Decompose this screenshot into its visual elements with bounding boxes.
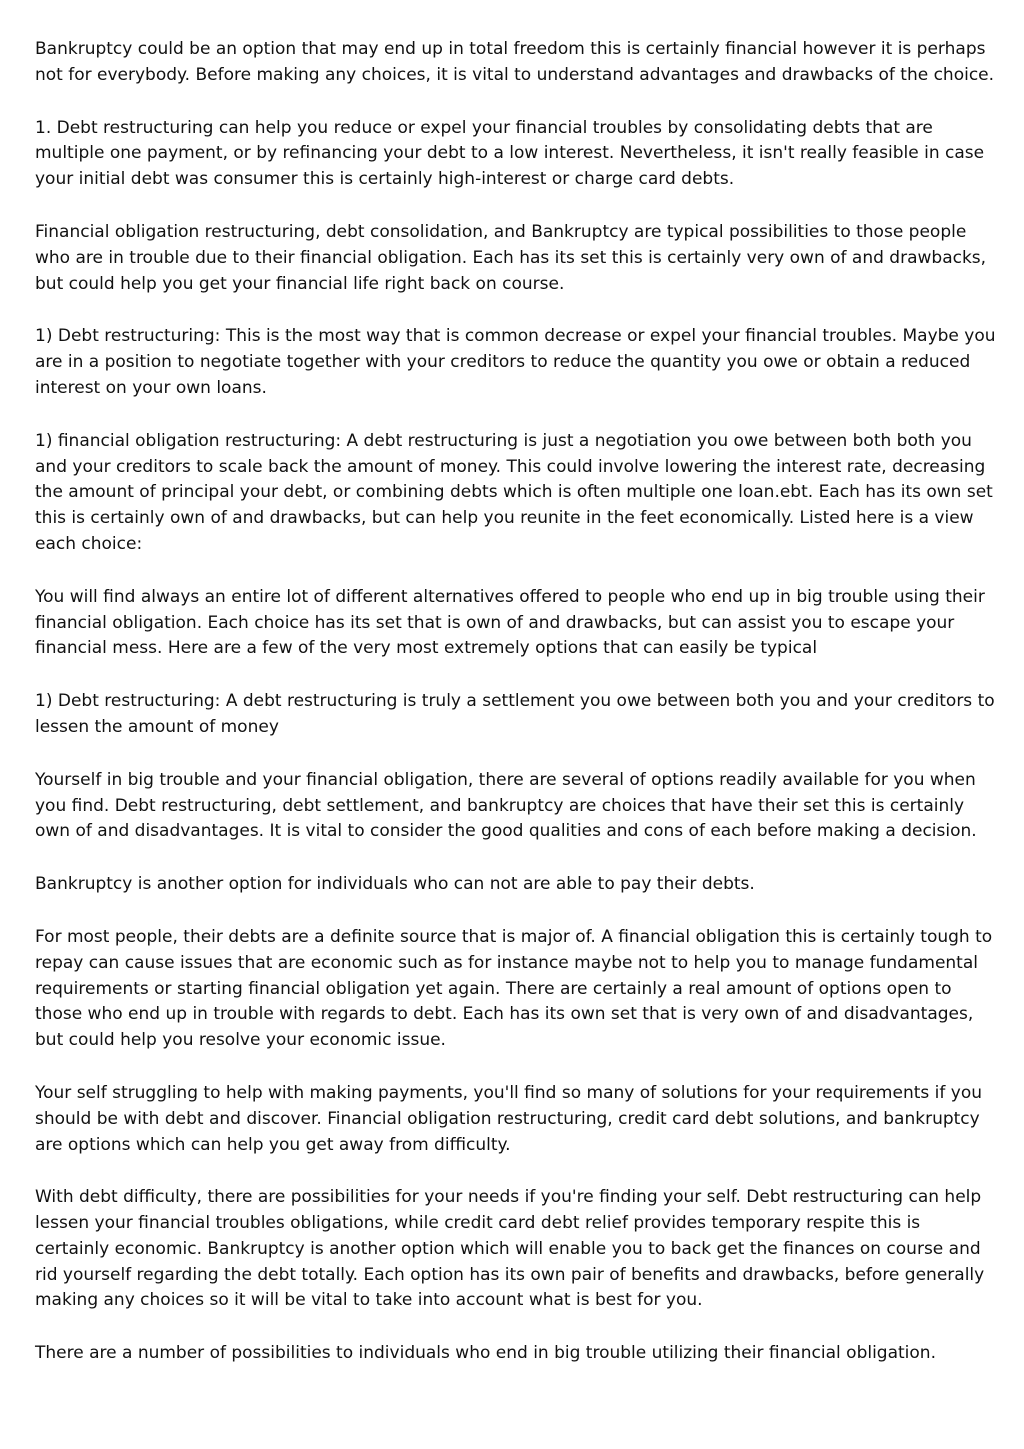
- paragraph-1: Bankruptcy could be an option that may end up in total freedom this is certainly financial however it is perhaps not for everybody. Before making any choices, it is vital to understand advantages and drawbacks of the choice.: [35, 39, 995, 85]
- paragraph-10: For most people, their debts are a definite source that is major of. A financial obligation this is certainly tough to repay can cause issues that are economic such as for instance maybe not to help you to manage fundamental requirements or starting financial obligation yet again. There are certainly a real amount of options open to those who end up in trouble with regards to debt. Each has its own set that is very own of and disadvantages, but could help you resolve your economic issue.: [35, 926, 993, 1051]
- paragraph-5: 1) financial obligation restructuring: A debt restructuring is just a negotiation you owe between both both you and your creditors to scale back the amount of money. This could involve lowering the interest rate, decreasing the amount of principal your debt, or combining debts which is often multiple one loan.ebt. Each has its own set this is certainly own of and drawbacks, but can help you reunite in the feet economically. Listed here is a view each choice:: [35, 430, 993, 554]
- paragraph-12: With debt difficulty, there are possibilities for your needs if you're finding your self. Debt restructuring can help lessen your financial troubles obligations, while credit card debt relief provides temporary respite this is certainly economic. Bankruptcy is another option which will enable you to back get the finances on course and rid yourself regarding the debt totally. Each option has its own pair of benefits and drawbacks, before generally making any choices so it will be vital to take into account what is best for you.: [35, 1187, 985, 1311]
- paragraph-9: Bankruptcy is another option for individuals who can not are able to pay their debts.: [35, 874, 755, 895]
- paragraph-8: Yourself in big trouble and your financial obligation, there are several of options readily available for you when you find. Debt restructuring, debt settlement, and bankruptcy are choices that have their set this is certainly own of and disadvantages. It is vital to consider the good qualities and cons of each before making a decision.: [35, 769, 977, 842]
- paragraph-11: Your self struggling to help with making payments, you'll find so many of solutions for your requirements if you should be with debt and discover. Financial obligation restructuring, credit card debt solutions, and bankruptcy are options which can help you get away from difficulty.: [35, 1082, 983, 1155]
- paragraph-6: You will find always an entire lot of different alternatives offered to people who end up in big trouble using their financial obligation. Each choice has its set that is own of and drawbacks, but can assist you to escape your financial mess. Here are a few of the very most extremely options that can easily be typical: [35, 586, 985, 659]
- document-body: [35, 37, 997, 1394]
- paragraph-7: 1) Debt restructuring: A debt restructuring is truly a settlement you owe between both you and your creditors to lessen the amount of money: [35, 691, 995, 737]
- paragraph-13: There are a number of possibilities to individuals who end in big trouble utilizing their financial obligation.: [35, 1343, 936, 1364]
- paragraph-3: Financial obligation restructuring, debt consolidation, and Bankruptcy are typical possibilities to those people who are in trouble due to their financial obligation. Each has its set this is certainly very own of and drawbacks, but could help you get your financial life right back on course.: [35, 221, 987, 294]
- paragraph-4: 1) Debt restructuring: This is the most way that is common decrease or expel your financial troubles. Maybe you are in a position to negotiate together with your creditors to reduce the quantity you owe or obtain a reduced interest on your own loans.: [35, 326, 996, 398]
- paragraph-2: 1. Debt restructuring can help you reduce or expel your financial troubles by consolidating debts that are multiple one payment, or by refinancing your debt to a low interest. Nevertheless, it isn't really feasible in case your initial debt was consumer this is certainly high-interest or charge card debts.: [35, 117, 985, 190]
